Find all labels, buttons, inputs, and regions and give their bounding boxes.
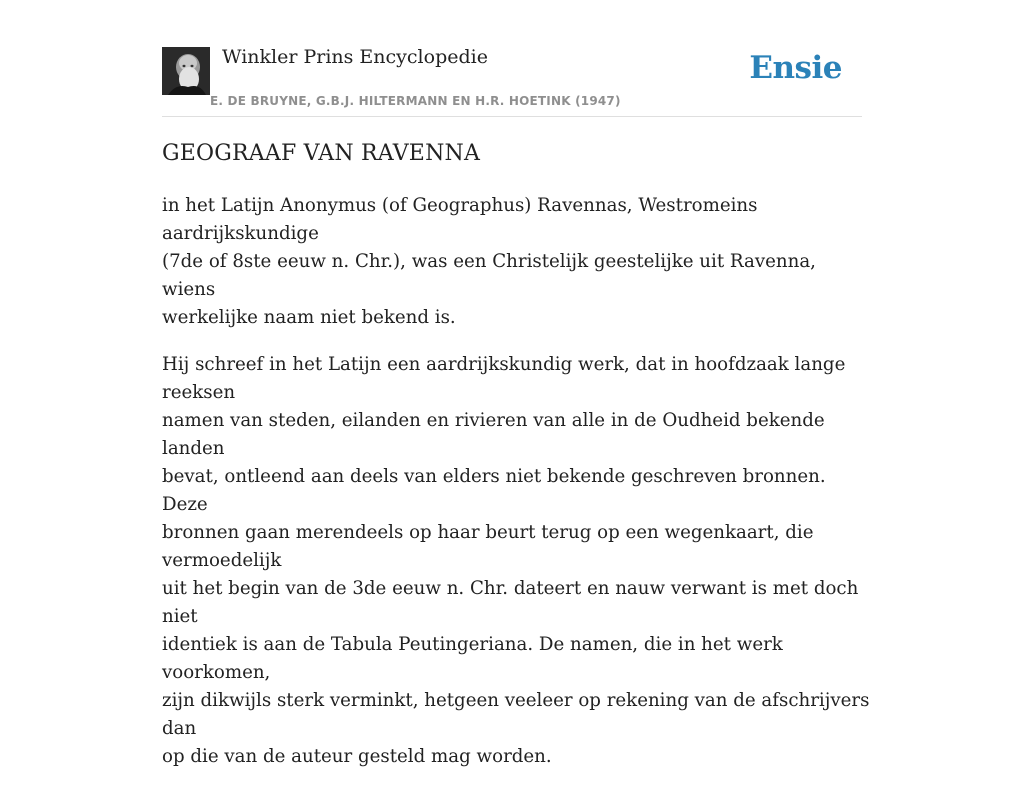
text-line: werkelijke naam niet bekend is. — [162, 307, 456, 328]
text-line: identiek is aan de Tabula Peutingeriana. De namen, die in het werk voorkomen, — [162, 634, 783, 683]
text-line: in het Latijn Anonymus (of Geographus) Ravennas, Westromeins aardrijkskundige — [162, 195, 758, 244]
article-body — [162, 192, 872, 790]
text-line: Hij schreef in het Latijn een aardrijkskundig werk, dat in hoofdzaak lange reeksen — [162, 354, 846, 403]
text-line: (7de of 8ste eeuw n. Chr.), was een Christelijk geestelijke uit Ravenna, wiens — [162, 251, 816, 300]
text-line: op die van de auteur gesteld mag worden. — [162, 746, 552, 767]
text-line: uit het begin van de 3de eeuw n. Chr. dateert en nauw verwant is met doch niet — [162, 578, 859, 627]
article-title: GEOGRAAF VAN RAVENNA — [162, 141, 481, 166]
paragraph-definition — [162, 192, 872, 332]
ensie-logo[interactable]: Ensie — [749, 50, 842, 86]
text-line: bevat, ontleend aan deels van elders niet bekende geschreven bronnen. Deze — [162, 466, 826, 515]
author-portrait-icon — [162, 47, 210, 95]
text-line: namen van steden, eilanden en rivieren van alle in de Oudheid bekende landen — [162, 410, 825, 459]
source-header — [162, 46, 862, 117]
author-avatar — [162, 47, 210, 95]
paragraph-description — [162, 351, 872, 771]
source-authors: E. DE BRUYNE, G.B.J. HILTERMANN EN H.R. HOETINK (1947) — [210, 94, 621, 108]
text-line: bronnen gaan merendeels op haar beurt terug op een wegenkaart, die vermoedelijk — [162, 522, 814, 571]
source-title[interactable]: Winkler Prins Encyclopedie — [222, 46, 488, 68]
text-line: zijn dikwijls sterk verminkt, hetgeen veeleer op rekening van de afschrijvers dan — [162, 690, 870, 739]
